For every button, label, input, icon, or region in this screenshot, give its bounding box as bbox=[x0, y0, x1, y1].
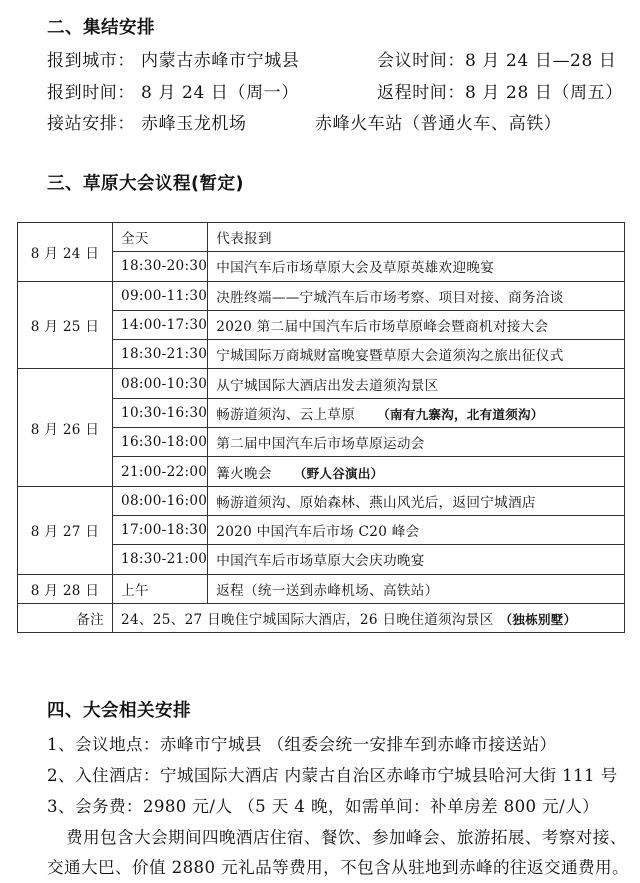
checkin-time-line bbox=[47, 78, 623, 103]
agenda-date: 8 月 27 日 bbox=[18, 486, 113, 574]
agenda-event-cell bbox=[208, 310, 625, 339]
pickup-station: 赤峰火车站（普通火车、高铁） bbox=[315, 114, 562, 134]
remark-cell bbox=[113, 603, 625, 632]
agenda-time: 14:00-17:30 bbox=[113, 310, 208, 339]
checkin-city-line bbox=[47, 46, 617, 71]
fee-detail-line1: 费用包含大会期间四晚酒店住宿、餐饮、参加峰会、旅游拓展、考察对接、 bbox=[66, 828, 627, 847]
agenda-event-cell bbox=[208, 398, 625, 427]
checkin-label: 报到时间： bbox=[47, 83, 135, 103]
agenda-row bbox=[18, 486, 625, 515]
agenda-event: 畅游道须沟、原始森林、燕山风光后，返回宁城酒店 bbox=[216, 494, 536, 511]
return-value: 8 月 28 日（周五） bbox=[465, 83, 623, 103]
agenda-time: 08:00-10:30 bbox=[113, 369, 208, 398]
agenda-event: 从宁城国际大酒店出发去道须沟景区 bbox=[216, 377, 439, 394]
agenda-row bbox=[18, 574, 625, 603]
venue-item: 1、会议地点：赤峰市宁城县 （组委会统一安排车到赤峰市接送站） bbox=[47, 735, 557, 754]
agenda-table bbox=[17, 222, 625, 633]
meeting-label: 会议时间： bbox=[377, 51, 465, 71]
agenda-event: 畅游道须沟、云上草原 bbox=[216, 406, 356, 423]
agenda-note: （南有九寨沟，北有道须沟） bbox=[377, 406, 544, 422]
agenda-event-cell bbox=[208, 486, 625, 515]
agenda-time: 08:00-16:00 bbox=[113, 486, 208, 515]
agenda-event-cell bbox=[208, 281, 625, 310]
agenda-time: 上午 bbox=[113, 574, 208, 603]
agenda-event-cell bbox=[208, 252, 625, 281]
remark-text: 24、25、27 日晚住宁城国际大酒店，26 日晚住道须沟景区 bbox=[121, 612, 494, 628]
return-time bbox=[377, 78, 623, 103]
agenda-event-cell bbox=[208, 457, 625, 486]
section2-title: 二、集结安排 bbox=[47, 18, 155, 38]
pickup-line bbox=[47, 109, 562, 134]
agenda-event: 返程（统一送到赤峰机场、高铁站） bbox=[216, 582, 439, 599]
agenda-event: 第二届中国汽车后市场草原运动会 bbox=[216, 436, 425, 453]
agenda-event-cell bbox=[208, 223, 625, 252]
agenda-time: 全天 bbox=[113, 223, 208, 252]
agenda-time: 09:00-11:30 bbox=[113, 281, 208, 310]
agenda-event-cell bbox=[208, 340, 625, 369]
return-label: 返程时间： bbox=[377, 83, 465, 103]
city-label: 报到城市： bbox=[47, 51, 135, 71]
agenda-time: 18:30-20:30 bbox=[113, 252, 208, 281]
agenda-event-cell bbox=[208, 545, 625, 574]
fee-item: 3、会务费：2980 元/人 （5 天 4 晚，如需单间：补单房差 800 元/人） bbox=[47, 797, 600, 816]
agenda-time: 18:30-21:30 bbox=[113, 340, 208, 369]
agenda-event: 中国汽车后市场草原大会庆功晚宴 bbox=[216, 553, 425, 570]
agenda-event-cell bbox=[208, 428, 625, 457]
remark-note: （独栋别墅） bbox=[499, 612, 577, 627]
pickup-airport: 赤峰玉龙机场 bbox=[141, 114, 247, 134]
agenda-time: 21:00-22:00 bbox=[113, 457, 208, 486]
agenda-time: 16:30-18:00 bbox=[113, 428, 208, 457]
agenda-event: 中国汽车后市场草原大会及草原英雄欢迎晚宴 bbox=[216, 260, 495, 277]
agenda-time: 18:30-21:00 bbox=[113, 545, 208, 574]
agenda-event: 宁城国际万商城财富晚宴暨草原大会道须沟之旅出征仪式 bbox=[216, 348, 564, 365]
remark-row bbox=[18, 603, 625, 632]
city-value: 内蒙古赤峰市宁城县 bbox=[141, 51, 300, 71]
fee-detail-line2: 交通大巴、价值 2880 元礼品等费用，不包含从驻地到赤峰的往返交通费用。 bbox=[47, 858, 629, 877]
agenda-date: 8 月 28 日 bbox=[18, 574, 113, 603]
agenda-row bbox=[18, 223, 625, 252]
agenda-note: （野人谷演出） bbox=[293, 465, 384, 481]
remark-label: 备注 bbox=[18, 603, 113, 632]
agenda-event: 决胜终端——宁城汽车后市场考察、项目对接、商务洽谈 bbox=[216, 289, 564, 306]
agenda-event: 2020 第二届中国汽车后市场草原峰会暨商机对接大会 bbox=[216, 319, 549, 336]
agenda-time: 17:00-18:30 bbox=[113, 515, 208, 544]
checkin-value: 8 月 24 日（周一） bbox=[141, 83, 299, 103]
agenda-event-cell bbox=[208, 369, 625, 398]
agenda-event: 2020 中国汽车后市场 C20 峰会 bbox=[216, 524, 420, 541]
meeting-value: 8 月 24 日—28 日 bbox=[465, 51, 617, 71]
agenda-event: 篝火晚会 bbox=[216, 465, 272, 482]
agenda-event: 代表报到 bbox=[216, 231, 272, 248]
agenda-date: 8 月 26 日 bbox=[18, 369, 113, 486]
hotel-item: 2、入住酒店：宁城国际大酒店 内蒙古自治区赤峰市宁城县哈河大街 111 号 bbox=[47, 766, 618, 785]
agenda-event-cell bbox=[208, 574, 625, 603]
meeting-time bbox=[377, 46, 617, 71]
section4-title: 四、大会相关安排 bbox=[47, 701, 191, 721]
pickup-label: 接站安排： bbox=[47, 114, 135, 134]
agenda-date: 8 月 25 日 bbox=[18, 281, 113, 369]
section3-title: 三、草原大会议程(暂定) bbox=[47, 174, 244, 194]
agenda-event-cell bbox=[208, 515, 625, 544]
agenda-row bbox=[18, 369, 625, 398]
agenda-date: 8 月 24 日 bbox=[18, 223, 113, 282]
agenda-row bbox=[18, 281, 625, 310]
agenda-time: 10:30-16:30 bbox=[113, 398, 208, 427]
